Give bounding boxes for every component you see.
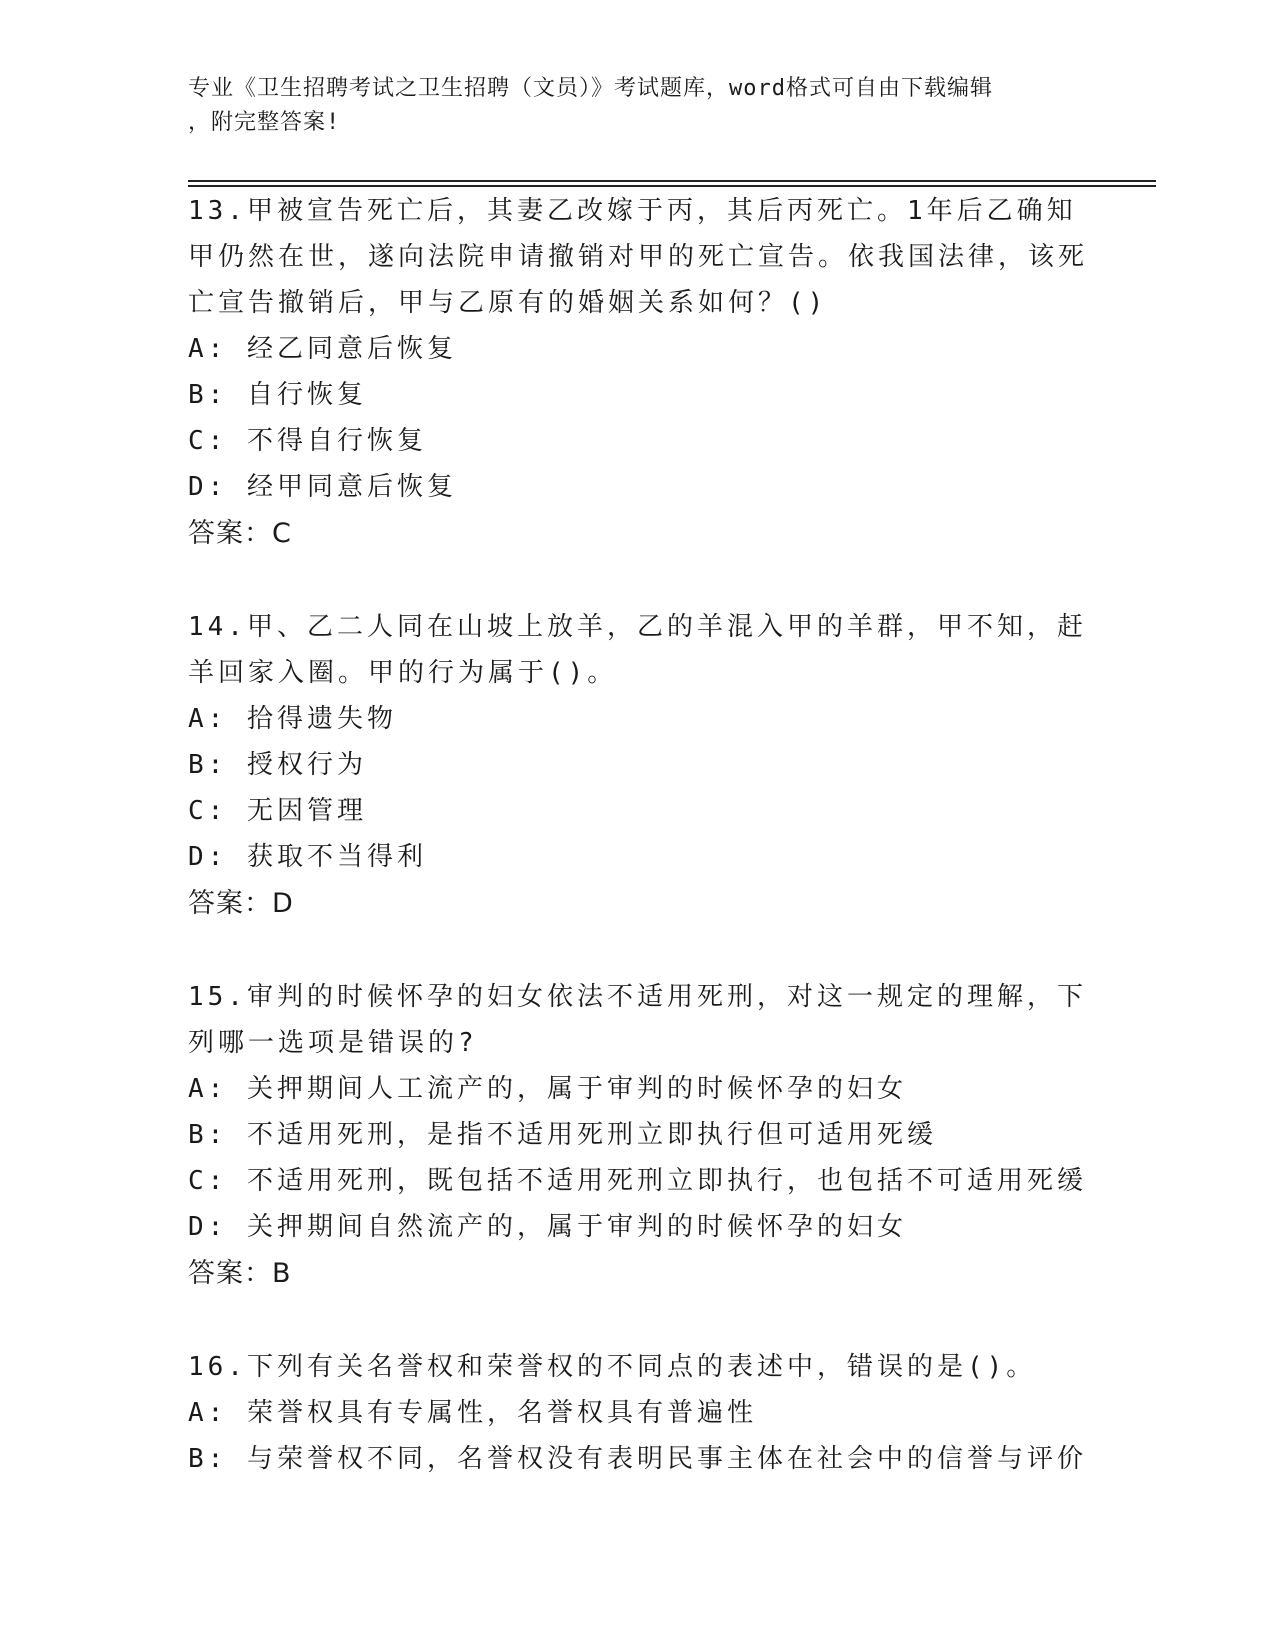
answer-label: 答案：B [188, 1258, 292, 1289]
question-15 [188, 974, 1088, 1298]
document-header [188, 72, 1068, 140]
option-c: C: 无因管理 [188, 796, 367, 826]
option-b: B: 与荣誉权不同，名誉权没有表明民事主体在社会中的信誉与评价 [188, 1444, 1087, 1474]
answer-label: 答案：C [188, 518, 292, 549]
question-16 [188, 1344, 1088, 1482]
option-a: A: 关押期间人工流产的，属于审判的时候怀孕的妇女 [188, 1074, 907, 1104]
option-c: C: 不得自行恢复 [188, 426, 427, 456]
answer-label: 答案：D [188, 888, 294, 919]
option-d: D: 经甲同意后恢复 [188, 472, 457, 502]
option-b: B: 授权行为 [188, 750, 367, 780]
header-divider-top [188, 180, 1156, 182]
question-text: 13.甲被宣告死亡后，其妻乙改嫁于丙，其后丙死亡。1年后乙确知甲仍然在世，遂向法院申请撤销对甲的死亡宣告。依我国法律，该死亡宣告撤销后，甲与乙原有的婚姻关系如何？() [188, 196, 1089, 318]
option-a: A: 拾得遗失物 [188, 704, 397, 734]
header-line-2: ，附完整答案! [188, 110, 341, 135]
option-a: A: 荣誉权具有专属性，名誉权具有普遍性 [188, 1398, 757, 1428]
option-b: B: 自行恢复 [188, 380, 367, 410]
question-list [188, 188, 1088, 1528]
option-a: A: 经乙同意后恢复 [188, 334, 457, 364]
header-line-1: 专业《卫生招聘考试之卫生招聘（文员）》考试题库，word格式可自由下载编辑 [188, 76, 993, 101]
question-text: 14.甲、乙二人同在山坡上放羊，乙的羊混入甲的羊群，甲不知，赶羊回家入圈。甲的行为属于()。 [188, 612, 1087, 688]
option-b: B: 不适用死刑，是指不适用死刑立即执行但可适用死缓 [188, 1120, 937, 1150]
option-d: D: 获取不当得利 [188, 842, 427, 872]
question-14 [188, 604, 1088, 928]
question-text: 16.下列有关名誉权和荣誉权的不同点的表述中，错误的是()。 [188, 1352, 1037, 1382]
question-13 [188, 188, 1088, 558]
option-d: D: 关押期间自然流产的，属于审判的时候怀孕的妇女 [188, 1212, 907, 1242]
option-c: C: 不适用死刑，既包括不适用死刑立即执行，也包括不可适用死缓 [188, 1166, 1087, 1196]
header-divider-bottom [188, 185, 1156, 187]
question-text: 15.审判的时候怀孕的妇女依法不适用死刑，对这一规定的理解，下列哪一选项是错误的? [188, 982, 1087, 1058]
